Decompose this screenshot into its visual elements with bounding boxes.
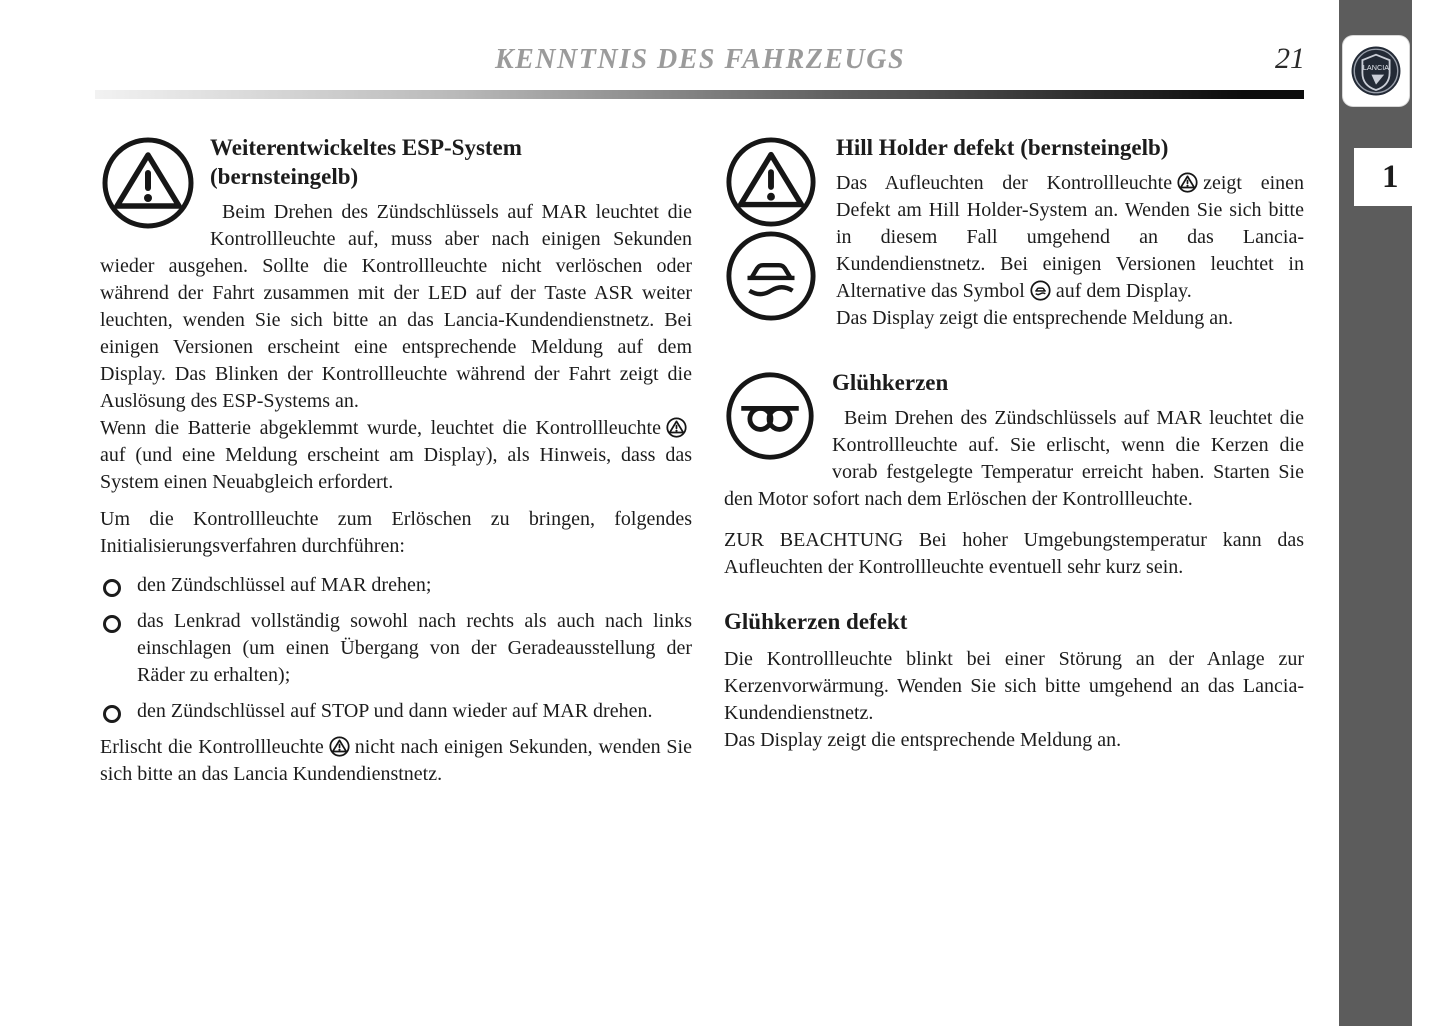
paragraph bbox=[100, 734, 692, 788]
paragraph-text: auf dem Display. bbox=[1055, 280, 1192, 302]
section-glow-plugs-defect bbox=[724, 607, 1304, 754]
paragraph-text: auf (und eine Meldung erscheint am Display), als Hinweis, dass das System einen Neuabgleich erfordert. bbox=[100, 444, 692, 493]
page-title: KENNTNIS DES FAHRZEUGS bbox=[494, 44, 906, 75]
warning-triangle-circle-icon bbox=[1177, 172, 1198, 193]
paragraph-text: nicht nach einigen Sekunden, wenden Sie sich bitte an das Lancia Kundendienstnetz. bbox=[100, 736, 692, 785]
instruction-list bbox=[100, 572, 692, 725]
paragraph bbox=[100, 415, 692, 496]
heading-line: (bernsteingelb) bbox=[210, 164, 359, 189]
bullet-circle-icon bbox=[103, 579, 121, 597]
section-glow-plugs bbox=[724, 368, 1304, 581]
paragraph: ZUR BEACHTUNG Bei hoher Umgebungstemperatur kann das Aufleuchten der Kontrollleuchte eventuell sehr kurz sein. bbox=[724, 529, 1304, 578]
heading-line: Weiterentwickeltes ESP-System bbox=[210, 135, 522, 160]
header-divider bbox=[95, 90, 1304, 99]
warning-triangle-circle-icon bbox=[329, 736, 350, 757]
section-heading: Glühkerzen defekt bbox=[724, 609, 908, 634]
warning-triangle-circle-icon bbox=[100, 135, 196, 231]
car-road-circle-icon bbox=[1030, 280, 1051, 301]
car-road-circle-icon bbox=[724, 229, 818, 323]
list-item-text: den Zündschlüssel auf MAR drehen; bbox=[137, 574, 432, 596]
section-heading: Hill Holder defekt (bernsteingelb) bbox=[836, 135, 1169, 160]
warning-triangle-circle-icon bbox=[724, 135, 818, 229]
paragraph: Um die Kontrollleuchte zum Erlöschen zu bringen, folgendes Initialisierungsverfahren durchführen: bbox=[100, 508, 692, 557]
list-item-text: das Lenkrad vollständig sowohl nach rechts als auch nach links einschlagen (um einen Übergang von der Geradeausstellung der Räder zu erhalten); bbox=[137, 610, 692, 686]
section-heading: Glühkerzen bbox=[832, 370, 949, 395]
section-esp bbox=[100, 133, 692, 788]
chapter-number: 1 bbox=[1382, 158, 1399, 195]
list-item bbox=[100, 698, 692, 725]
bullet-circle-icon bbox=[103, 705, 121, 723]
paragraph: Beim Drehen des Zündschlüssels auf MAR leuchtet die Kontrollleuchte auf, muss aber nach einigen Sekunden wieder ausgehen. Sollte die Kontrollleuchte nicht verlöschen oder während der Fahrt zusammen mit der LED auf der Taste ASR weiter leuchten, wenden Sie sich bitte an das Lancia-Kundendienstnetz. Bei einigen Versionen erscheint eine entsprechende Meldung auf dem Display. Das Blinken der Kontrollleuchte während der Fahrt zeigt die Auslösung des ESP-Systems an. bbox=[100, 201, 692, 412]
paragraph: Das Display zeigt die entsprechende Meldung an. bbox=[724, 729, 1122, 751]
left-column bbox=[100, 133, 692, 788]
page-number: 21 bbox=[1275, 42, 1305, 75]
paragraph-text: Das Aufleuchten der Kontrollleuchte bbox=[836, 172, 1173, 194]
list-item-text: den Zündschlüssel auf STOP und dann wieder auf MAR drehen. bbox=[137, 700, 653, 722]
right-column bbox=[724, 133, 1304, 754]
indicator-icons bbox=[724, 135, 818, 323]
list-item bbox=[100, 572, 692, 599]
logo-text: LANCIA bbox=[1362, 63, 1390, 73]
paragraph-text: zeigt einen Defekt am Hill Holder-System an. Wenden Sie sich bitte in diesem Fall umgehend an das Lancia-Kundendienstnetz. Bei einigen Versionen leuchtet in Alternative das Symbol bbox=[836, 172, 1304, 302]
paragraph: Beim Drehen des Zündschlüssels auf MAR leuchtet die Kontrollleuchte auf. Sie erlischt, wenn die Kerzen die vorab festgelegte Temperatur erreicht haben. Starten Sie den Motor sofort nach dem Erlöschen der Kontrollleuchte. bbox=[724, 407, 1304, 510]
warning-triangle-circle-icon bbox=[666, 417, 687, 438]
glow-plug-circle-icon bbox=[724, 370, 816, 462]
paragraph: Die Kontrollleuchte blinkt bei einer Störung an der Anlage zur Kerzenvorwärmung. Wenden Sie sich bitte umgehend an das Lancia-Kundendienstnetz. bbox=[724, 648, 1304, 724]
section-hill-holder bbox=[724, 133, 1304, 332]
paragraph-text: Wenn die Batterie abgeklemmt wurde, leuchtet die Kontrollleuchte bbox=[100, 417, 661, 439]
chapter-tab bbox=[1354, 148, 1445, 206]
list-item bbox=[100, 608, 692, 689]
bullet-circle-icon bbox=[103, 615, 121, 633]
lancia-logo bbox=[1343, 36, 1409, 106]
paragraph-text: Erlischt die Kontrollleuchte bbox=[100, 736, 324, 758]
paragraph: Das Display zeigt die entsprechende Meldung an. bbox=[836, 307, 1234, 329]
